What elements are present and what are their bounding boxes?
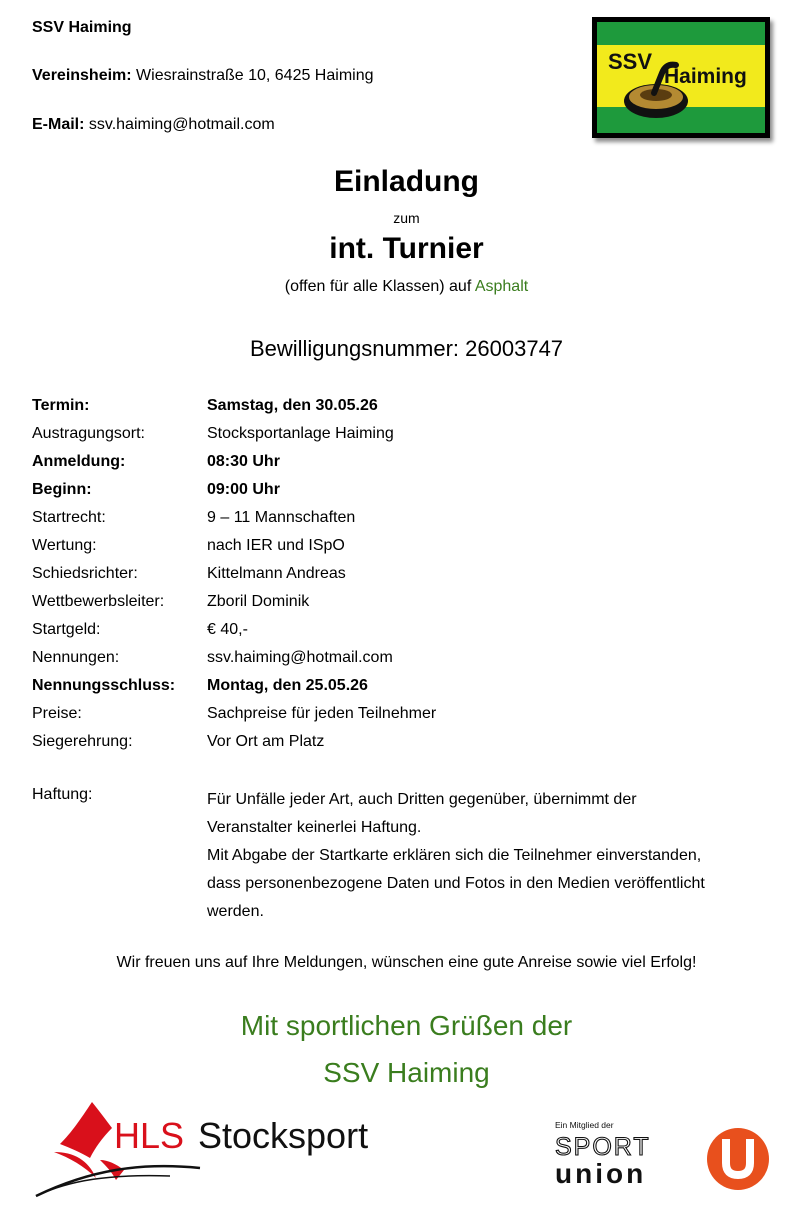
union-tagline: Ein Mitglied der [555, 1120, 614, 1130]
email-label: E-Mail: [32, 116, 85, 133]
detail-value: Sachpreise für jeden Teilnehmer [207, 705, 437, 722]
detail-label: Termin: [32, 397, 90, 414]
detail-label: Wettbewerbsleiter: [32, 593, 165, 610]
detail-label: Austragungsort: [32, 425, 145, 442]
detail-label: Preise: [32, 705, 82, 722]
logo-text-ssv: SSV [608, 49, 653, 74]
event-subtitle [0, 278, 800, 296]
detail-label: Startgeld: [32, 621, 101, 638]
detail-value: Vor Ort am Platz [207, 733, 325, 750]
sport-text: SPORT [555, 1133, 651, 1161]
open-classes-text: (offen für alle Klassen) auf [284, 278, 475, 295]
detail-value: nach IER und ISpO [207, 537, 345, 554]
detail-value: Stocksportanlage Haiming [207, 425, 394, 442]
union-text: union [555, 1158, 647, 1189]
detail-value: Kittelmann Andreas [207, 565, 346, 582]
detail-value: 9 – 11 Mannschaften [207, 509, 356, 526]
event-name: int. Turnier [329, 232, 484, 265]
detail-value: Zboril Dominik [207, 593, 310, 610]
club-logo [592, 17, 770, 138]
detail-value: 08:30 Uhr [207, 453, 280, 470]
detail-label: Startrecht: [32, 509, 106, 526]
detail-value: Montag, den 25.05.26 [207, 677, 368, 694]
stocksport-text: Stocksport [188, 1115, 369, 1156]
logo-text-haiming: Haiming [664, 65, 747, 88]
liability-line: dass personenbezogene Daten und Fotos in den Medien veröffentlicht [207, 875, 705, 892]
detail-label: Siegerehrung: [32, 733, 133, 750]
detail-value: € 40,- [207, 621, 248, 638]
liability-line: werden. [207, 903, 264, 920]
detail-label: Anmeldung: [32, 453, 126, 470]
detail-value: ssv.haiming@hotmail.com [207, 649, 393, 666]
sportunion-logo [553, 1115, 778, 1200]
closing-text: Wir freuen uns auf Ihre Meldungen, wünschen eine gute Anreise sowie viel Erfolg! [116, 954, 697, 971]
union-u-icon [707, 1128, 769, 1190]
hls-text: HLS [114, 1115, 185, 1156]
detail-label: Schiedsrichter: [32, 565, 138, 582]
permit-number: Bewilligungsnummer: 26003747 [249, 336, 564, 361]
detail-label: Wertung: [32, 537, 97, 554]
invitation-title: Einladung [334, 165, 479, 198]
surface-text: Asphalt [474, 278, 529, 295]
detail-label: Beginn: [32, 481, 92, 498]
invitation-connector: zum [393, 210, 420, 226]
liability-label: Haftung: [32, 786, 93, 803]
greeting-line-1: Mit sportlichen Grüßen der [240, 1010, 573, 1041]
liability-line: Für Unfälle jeder Art, auch Dritten gegenüber, übernimmt der [207, 791, 637, 808]
liability-line: Mit Abgabe der Startkarte erklären sich die Teilnehmer einverstanden, [207, 847, 702, 864]
detail-label: Nennungsschluss: [32, 677, 176, 694]
clubhouse-label: Vereinsheim: [32, 67, 132, 84]
email-address: ssv.haiming@hotmail.com [84, 116, 275, 133]
detail-label: Nennungen: [32, 649, 120, 666]
liability-line: Veranstalter keinerlei Haftung. [207, 819, 422, 836]
email-line [32, 116, 275, 134]
detail-value: 09:00 Uhr [207, 481, 280, 498]
detail-value: Samstag, den 30.05.26 [207, 397, 378, 414]
greeting-line-2: SSV Haiming [323, 1057, 490, 1088]
hls-stocksport-logo [30, 1100, 410, 1205]
club-name: SSV Haiming [32, 19, 132, 36]
liability-text [207, 786, 787, 926]
clubhouse-line [32, 67, 374, 85]
clubhouse-address: Wiesrainstraße 10, 6425 Haiming [131, 67, 374, 84]
